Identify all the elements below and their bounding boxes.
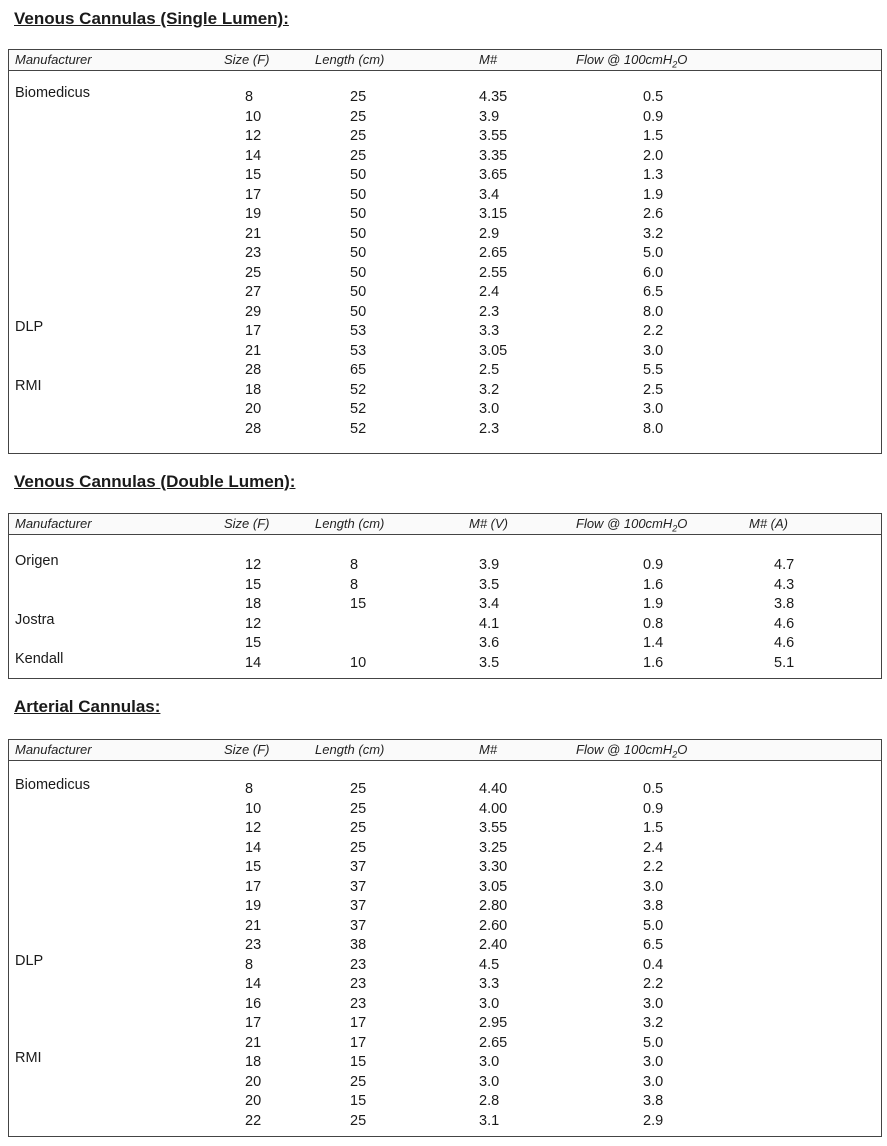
table-row	[9, 1074, 881, 1094]
cell-size: 18	[245, 381, 262, 398]
column-header-flow: Flow @ 100cmH$_2$O	[576, 742, 688, 760]
cell-size: 15	[245, 576, 262, 593]
cell-length: 15	[350, 596, 367, 612]
table-row	[9, 362, 881, 382]
cell-size: 17	[245, 1015, 262, 1031]
column-header-size: Size (F)	[224, 516, 270, 531]
cell-size: 28	[245, 362, 262, 378]
cell-m-number-a: 3.8	[774, 596, 795, 612]
cell-manufacturer: Biomedicus	[15, 85, 90, 101]
cell-size: 17	[245, 878, 262, 895]
cell-length: 8	[350, 576, 359, 593]
cell-size: 20	[245, 1073, 262, 1090]
cell-length: 25	[350, 839, 367, 856]
cell-flow: 1.9	[643, 186, 664, 203]
cell-manufacturer: DLP	[15, 319, 44, 335]
cell-flow: 2.9	[643, 1112, 664, 1129]
cell-length: 25	[350, 1073, 367, 1090]
table-row	[9, 284, 881, 304]
cell-flow: 3.2	[643, 225, 664, 242]
cell-length: 25	[350, 108, 367, 125]
table-row	[9, 1050, 881, 1074]
cell-size: 16	[245, 995, 262, 1012]
cell-m-number: 2.80	[479, 898, 508, 914]
cell-size: 27	[245, 284, 262, 300]
table-row	[9, 304, 881, 324]
cell-size: 18	[245, 596, 262, 612]
cell-flow: 3.0	[643, 995, 664, 1012]
cell-m-number-a: 4.7	[774, 557, 795, 573]
cell-m-number-a: 4.6	[774, 635, 795, 651]
cell-flow: 0.5	[643, 89, 664, 105]
cell-length: 50	[350, 264, 367, 281]
cell-flow: 5.5	[643, 362, 664, 378]
cell-m-number: 2.60	[479, 917, 508, 934]
cell-size: 12	[245, 557, 262, 573]
cell-m-number: 2.8	[479, 1093, 500, 1109]
table-row	[9, 421, 881, 441]
column-header-length: Length (cm)	[315, 742, 385, 757]
table-row	[9, 553, 881, 577]
cell-m-number: 2.65	[479, 1034, 508, 1051]
column-header-manufacturer: Manufacturer	[15, 52, 92, 67]
cell-flow: 1.3	[643, 167, 664, 183]
cell-m-number: 3.6	[479, 635, 500, 651]
cell-manufacturer: Kendall	[15, 650, 64, 667]
cell-length: 53	[350, 342, 367, 359]
cell-size: 14	[245, 147, 262, 164]
cell-size: 14	[245, 654, 262, 671]
cell-size: 22	[245, 1112, 262, 1129]
cell-m-number: 2.65	[479, 245, 508, 261]
table-header	[9, 514, 881, 535]
cell-m-number: 3.0	[479, 1073, 500, 1090]
cell-size: 14	[245, 976, 262, 992]
cell-flow: 0.9	[643, 800, 664, 817]
cell-m-number: 2.4	[479, 284, 500, 300]
cell-size: 20	[245, 401, 262, 417]
cell-flow: 1.6	[643, 654, 664, 671]
cell-m-number: 3.05	[479, 878, 508, 895]
cell-size: 21	[245, 917, 262, 934]
cell-flow: 0.4	[643, 956, 664, 973]
cell-flow: 2.5	[643, 381, 664, 398]
cell-m-number-a: 4.6	[774, 615, 795, 632]
cell-flow: 3.8	[643, 898, 664, 914]
table-row	[9, 801, 881, 821]
cell-flow: 3.0	[643, 878, 664, 895]
table-venous-double	[8, 513, 882, 679]
cell-flow: 1.6	[643, 576, 664, 593]
cell-m-number: 3.3	[479, 976, 500, 992]
cell-m-number: 3.4	[479, 596, 500, 612]
cell-flow: 1.4	[643, 635, 664, 651]
cell-length: 25	[350, 147, 367, 164]
cell-flow: 8.0	[643, 420, 664, 437]
cell-m-number: 2.3	[479, 420, 500, 437]
cell-length: 52	[350, 381, 367, 398]
cell-m-number: 4.40	[479, 781, 508, 797]
table-row	[9, 879, 881, 899]
cell-m-number: 3.15	[479, 206, 508, 222]
table-row	[9, 577, 881, 597]
cell-flow: 0.5	[643, 781, 664, 797]
section-title-arterial: Arterial Cannulas:	[14, 697, 161, 716]
column-header-length: Length (cm)	[315, 516, 385, 531]
section-title-venous-double: Venous Cannulas (Double Lumen):	[14, 472, 296, 491]
cell-m-number: 2.5	[479, 362, 500, 378]
cell-flow: 1.5	[643, 820, 664, 836]
column-header-m-number: M#	[479, 52, 498, 67]
cell-m-number: 3.5	[479, 576, 500, 593]
cell-length: 25	[350, 800, 367, 817]
table-row	[9, 148, 881, 168]
column-header-m-number: M#	[479, 742, 498, 757]
table-row	[9, 1015, 881, 1035]
cell-m-number: 3.55	[479, 128, 508, 144]
cell-m-number: 3.55	[479, 820, 508, 836]
column-header-m-number-a: M# (A)	[749, 516, 788, 531]
cell-flow: 3.2	[643, 1015, 664, 1031]
cell-size: 15	[245, 859, 262, 875]
cell-size: 18	[245, 1054, 262, 1070]
table-row	[9, 85, 881, 109]
table-arterial	[8, 739, 882, 1137]
cell-flow: 1.5	[643, 128, 664, 144]
cell-manufacturer: RMI	[15, 377, 42, 394]
cell-size: 12	[245, 820, 262, 836]
cell-flow: 8.0	[643, 303, 664, 320]
table-row	[9, 650, 881, 675]
cell-m-number: 3.05	[479, 342, 508, 359]
cell-length: 25	[350, 128, 367, 144]
cell-length: 25	[350, 781, 367, 797]
column-header-manufacturer: Manufacturer	[15, 742, 92, 757]
cell-m-number: 3.9	[479, 557, 500, 573]
table-venous-single	[8, 49, 882, 454]
cell-length: 25	[350, 820, 367, 836]
cell-flow: 1.9	[643, 596, 664, 612]
table-row	[9, 918, 881, 938]
table-row	[9, 109, 881, 129]
cell-m-number: 2.55	[479, 264, 508, 281]
cell-manufacturer: Origen	[15, 553, 59, 569]
cell-m-number: 4.1	[479, 615, 500, 632]
cell-length: 15	[350, 1093, 367, 1109]
cell-m-number: 3.2	[479, 381, 500, 398]
table-row	[9, 319, 881, 343]
table-row	[9, 245, 881, 265]
cell-size: 23	[245, 937, 262, 953]
cell-flow: 6.5	[643, 284, 664, 300]
cell-m-number: 3.4	[479, 186, 500, 203]
table-row	[9, 128, 881, 148]
table-row	[9, 777, 881, 801]
cell-size: 8	[245, 781, 254, 797]
cell-flow: 2.4	[643, 839, 664, 856]
cell-size: 12	[245, 128, 262, 144]
table-row	[9, 1093, 881, 1113]
table-row	[9, 820, 881, 840]
table-row	[9, 840, 881, 860]
cell-m-number: 2.40	[479, 937, 508, 953]
cell-flow: 3.0	[643, 1073, 664, 1090]
cell-length: 25	[350, 1112, 367, 1129]
cell-length: 50	[350, 225, 367, 242]
cell-size: 15	[245, 635, 262, 651]
cell-m-number: 3.9	[479, 108, 500, 125]
cell-size: 14	[245, 839, 262, 856]
cell-length: 23	[350, 956, 367, 973]
column-header-size: Size (F)	[224, 52, 270, 67]
cell-flow: 3.0	[643, 342, 664, 359]
cell-size: 19	[245, 898, 262, 914]
cell-length: 53	[350, 323, 367, 339]
cell-length: 23	[350, 995, 367, 1012]
cell-manufacturer: Jostra	[15, 611, 55, 628]
cell-length: 37	[350, 859, 367, 875]
cell-m-number: 3.5	[479, 654, 500, 671]
cell-m-number: 4.35	[479, 89, 508, 105]
cell-m-number: 2.9	[479, 225, 500, 242]
column-header-size: Size (F)	[224, 742, 270, 757]
table-row	[9, 976, 881, 996]
cell-m-number: 3.0	[479, 401, 500, 417]
cell-m-number: 3.0	[479, 1054, 500, 1070]
cell-length: 50	[350, 206, 367, 222]
cell-size: 10	[245, 800, 262, 817]
table-row	[9, 635, 881, 655]
cell-size: 15	[245, 167, 262, 183]
cell-length: 37	[350, 878, 367, 895]
cell-m-number: 3.0	[479, 995, 500, 1012]
column-header-flow: Flow @ 100cmH$_2$O	[576, 52, 688, 70]
cell-flow: 3.0	[643, 401, 664, 417]
cell-flow: 6.5	[643, 937, 664, 953]
cell-size: 17	[245, 186, 262, 203]
cell-flow: 3.0	[643, 1054, 664, 1070]
cell-manufacturer: RMI	[15, 1050, 42, 1066]
table-header	[9, 50, 881, 71]
cell-flow: 2.2	[643, 323, 664, 339]
cell-length: 50	[350, 303, 367, 320]
cell-m-number: 3.3	[479, 323, 500, 339]
table-row	[9, 265, 881, 285]
cell-m-number: 4.00	[479, 800, 508, 817]
table-row	[9, 937, 881, 957]
cell-flow: 2.0	[643, 147, 664, 164]
table-row	[9, 898, 881, 918]
cell-length: 52	[350, 420, 367, 437]
cell-m-number-a: 5.1	[774, 654, 795, 671]
cell-m-number: 2.3	[479, 303, 500, 320]
cell-flow: 6.0	[643, 264, 664, 281]
cell-length: 50	[350, 284, 367, 300]
table-row	[9, 1113, 881, 1133]
cell-m-number: 3.65	[479, 167, 508, 183]
cell-flow: 5.0	[643, 1034, 664, 1051]
column-header-m-number: M# (V)	[469, 516, 508, 531]
cell-size: 10	[245, 108, 262, 125]
cell-length: 50	[350, 245, 367, 261]
cell-length: 25	[350, 89, 367, 105]
cell-size: 21	[245, 225, 262, 242]
table-row	[9, 401, 881, 421]
cell-size: 21	[245, 342, 262, 359]
cell-flow: 2.2	[643, 859, 664, 875]
cell-length: 17	[350, 1034, 367, 1051]
cell-length: 8	[350, 557, 359, 573]
table-row	[9, 996, 881, 1016]
cell-length: 50	[350, 186, 367, 203]
cell-length: 10	[350, 654, 367, 671]
cell-size: 28	[245, 420, 262, 437]
table-row	[9, 187, 881, 207]
cell-length: 37	[350, 917, 367, 934]
cell-flow: 0.8	[643, 615, 664, 632]
column-header-length: Length (cm)	[315, 52, 385, 67]
cell-flow: 5.0	[643, 245, 664, 261]
cell-flow: 2.2	[643, 976, 664, 992]
cell-length: 15	[350, 1054, 367, 1070]
cell-flow: 3.8	[643, 1093, 664, 1109]
cell-size: 21	[245, 1034, 262, 1051]
cell-size: 29	[245, 303, 262, 320]
table-row	[9, 226, 881, 246]
cell-size: 23	[245, 245, 262, 261]
cell-length: 65	[350, 362, 367, 378]
table-row	[9, 206, 881, 226]
cell-size: 17	[245, 323, 262, 339]
table-row	[9, 167, 881, 187]
table-row	[9, 952, 881, 977]
cell-size: 20	[245, 1093, 262, 1109]
cell-size: 25	[245, 264, 262, 281]
cell-flow: 0.9	[643, 108, 664, 125]
cell-m-number: 2.95	[479, 1015, 508, 1031]
table-row	[9, 859, 881, 879]
cell-length: 38	[350, 937, 367, 953]
table-row	[9, 611, 881, 636]
table-row	[9, 1035, 881, 1055]
section-title-venous-single: Venous Cannulas (Single Lumen):	[14, 9, 289, 28]
cell-m-number: 4.5	[479, 956, 500, 973]
cell-m-number: 3.25	[479, 839, 508, 856]
table-row	[9, 343, 881, 363]
column-header-flow: Flow @ 100cmH$_2$O	[576, 516, 688, 534]
cell-m-number: 3.35	[479, 147, 508, 164]
cell-length: 23	[350, 976, 367, 992]
cell-m-number: 3.1	[479, 1112, 500, 1129]
cell-flow: 0.9	[643, 557, 664, 573]
cell-size: 19	[245, 206, 262, 222]
cell-manufacturer: Biomedicus	[15, 777, 90, 793]
column-header-manufacturer: Manufacturer	[15, 516, 92, 531]
table-row	[9, 377, 881, 402]
cell-flow: 5.0	[643, 917, 664, 934]
table-header	[9, 740, 881, 761]
cell-length: 37	[350, 898, 367, 914]
cell-size: 8	[245, 956, 254, 973]
cell-size: 12	[245, 615, 262, 632]
cell-length: 50	[350, 167, 367, 183]
cell-m-number: 3.30	[479, 859, 508, 875]
cell-manufacturer: DLP	[15, 952, 44, 969]
cell-flow: 2.6	[643, 206, 664, 222]
cell-length: 52	[350, 401, 367, 417]
cell-size: 8	[245, 89, 254, 105]
cell-length: 17	[350, 1015, 367, 1031]
cell-m-number-a: 4.3	[774, 576, 795, 593]
table-row	[9, 596, 881, 616]
